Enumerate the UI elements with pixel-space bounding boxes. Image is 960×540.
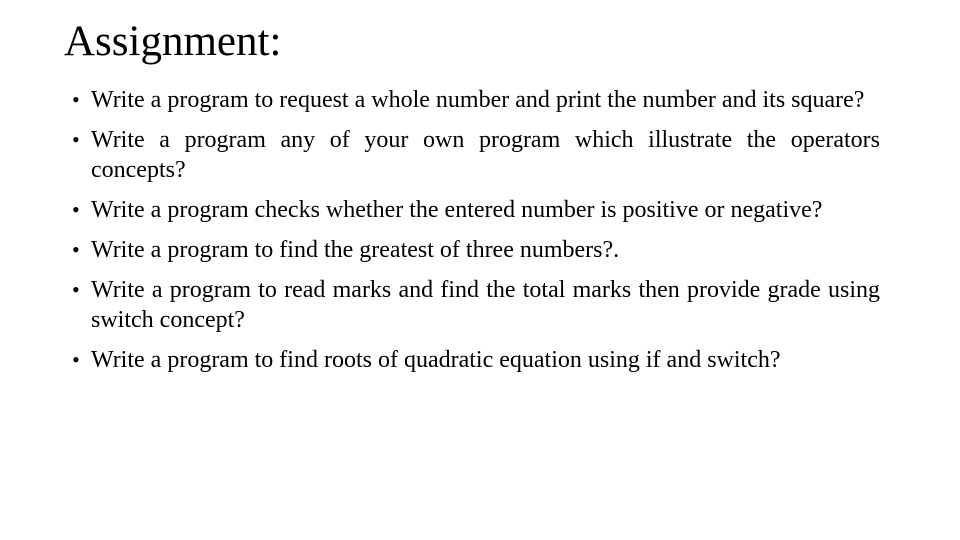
- bullet-list: [72, 85, 880, 385]
- bullet-dot-icon: •: [72, 277, 80, 302]
- bullet-item: [72, 345, 880, 375]
- bullet-item: [72, 85, 880, 115]
- bullet-dot-icon: •: [72, 87, 80, 112]
- bullet-text: Write a program to read marks and find the total marks then provide grade using switch concept?: [91, 277, 880, 333]
- slide-title: Assignment:: [64, 18, 282, 65]
- bullet-text: Write a program to request a whole number and print the number and its square?: [91, 87, 865, 113]
- bullet-dot-icon: •: [72, 127, 80, 152]
- bullet-text: Write a program checks whether the entered number is positive or negative?: [91, 197, 823, 223]
- bullet-item: [72, 275, 880, 335]
- bullet-dot-icon: •: [72, 237, 80, 262]
- bullet-item: [72, 195, 880, 225]
- bullet-dot-icon: •: [72, 347, 80, 372]
- bullet-text: Write a program any of your own program which illustrate the operators concepts?: [91, 127, 880, 183]
- bullet-text: Write a program to find roots of quadratic equation using if and switch?: [91, 347, 781, 373]
- bullet-item: [72, 235, 880, 265]
- bullet-dot-icon: •: [72, 197, 80, 222]
- bullet-item: [72, 125, 880, 185]
- bullet-text: Write a program to find the greatest of three numbers?.: [91, 237, 620, 263]
